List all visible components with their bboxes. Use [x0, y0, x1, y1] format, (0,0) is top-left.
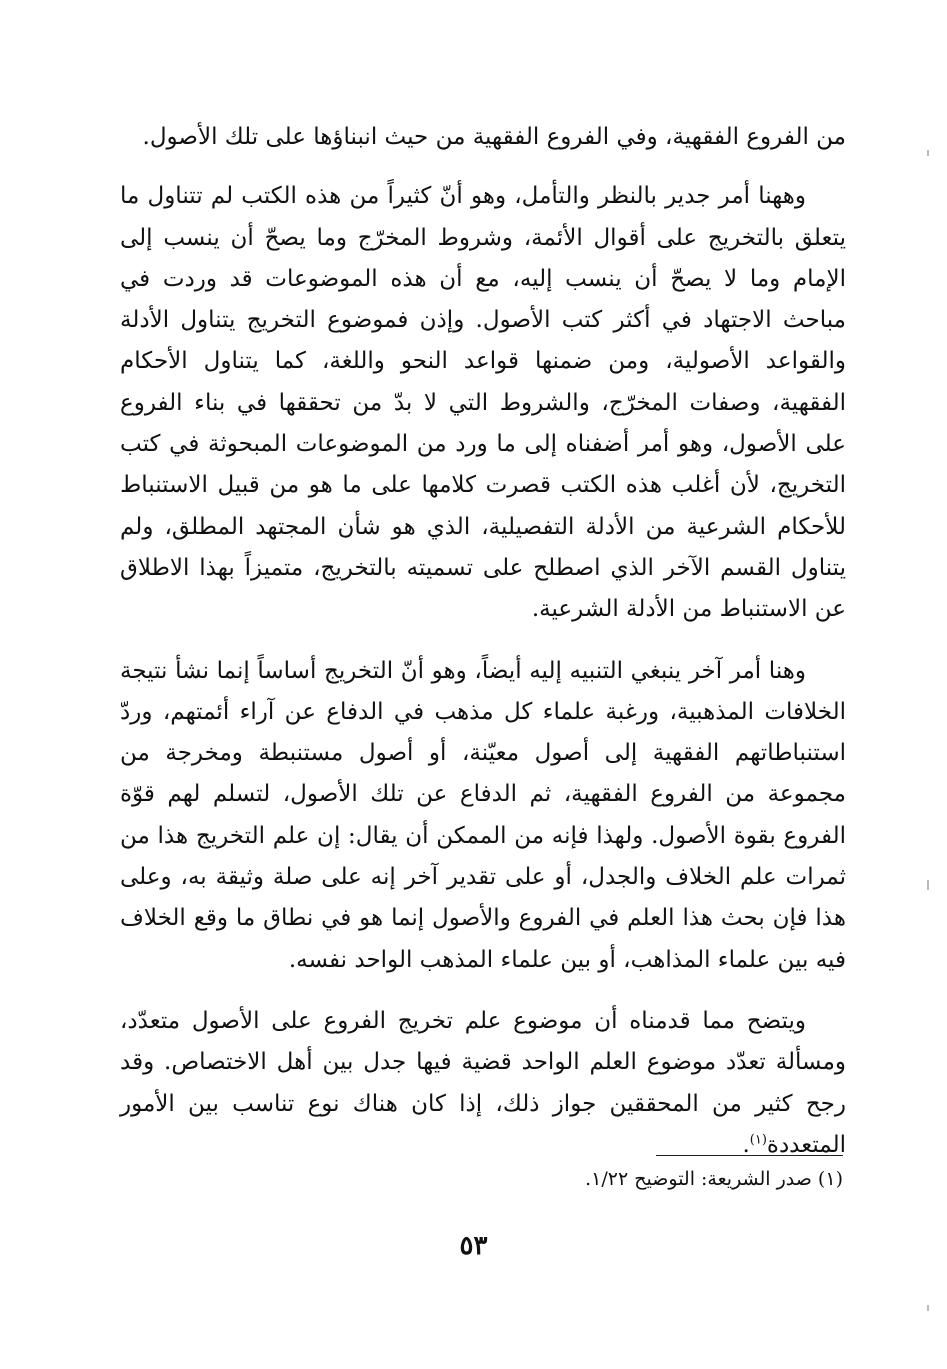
footnote: (١) صدر الشريعة: التوضيح ١/٢٢. — [585, 1168, 843, 1190]
scan-edge-mark — [927, 150, 929, 156]
page-number: ٥٣ — [459, 1231, 488, 1261]
footnote-divider — [656, 1155, 843, 1156]
footnote-reference: (١) — [749, 1132, 767, 1148]
scan-edge-mark — [927, 1305, 929, 1311]
paragraph-2: وههنا أمر جدير بالنظر والتأمل، وهو أنّ كثيراً من هذه الكتب لم تتناول ما يتعلق بالتخريج على أقوال الأئمة، وشروط المخرّج وما يصحّ أن ينسب إلى الإمام وما لا يصحّ أن ينسب إليه، مع أن هذه الموضوعات قد وردت في مباحث الاجتهاد في أكثر كتب الأصول. وإذن فموضوع التخريج يتناول الأدلة والقواعد الأصولية، ومن ضمنها قواعد النحو واللغة، كما يتناول الأحكام الفقهية، وصفات المخرّج، والشروط التي لا بدّ من تحققها في بناء الفروع على الأصول، وهو أمر أضفناه إلى ما ورد من الموضوعات المبحوثة في كتب التخريج، لأن أغلب هذه الكتب قصرت كلامها على ما هو من قبيل الاستنباط للأحكام الشرعية من الأدلة التفصيلية، الذي هو شأن المجتهد المطلق، ولم يتناول القسم الآخر الذي اصطلح على تسميته بالتخريج، متميزاً بهذا الاطلاق عن الاستنباط من الأدلة الشرعية. — [120, 183, 846, 623]
paragraph-1: من الفروع الفقهية، وفي الفروع الفقهية من حيث انبناؤها على تلك الأصول. — [142, 124, 846, 150]
paragraph-4: ويتضح مما قدمناه أن موضوع علم تخريج الفروع على الأصول متعدّد، ومسألة تعدّد موضوع العلم الواحد قضية فيها جدل بين أهل الاختصاص. وقد رجح كثير من المحققين جواز ذلك، إذا كان هناك نوع تناسب بين الأمور المتعددة$^{(١)}$. — [120, 1007, 846, 1158]
paragraph-4-text: ويتضح مما قدمناه أن موضوع علم تخريج الفروع على الأصول متعدّد، ومسألة تعدّد موضوع العلم الواحد قضية فيها جدل بين أهل الاختصاص. وقد رجح كثير من المحققين جواز ذلك، إذا كان هناك نوع تناسب بين الأمور المتعددة — [120, 1007, 846, 1158]
scan-edge-mark — [927, 880, 929, 890]
body-text — [120, 117, 846, 1186]
paragraph-3: وهنا أمر آخر ينبغي التنبيه إليه أيضاً، وهو أنّ التخريج أساساً إنما نشأ نتيجة الخلافات المذهبية، ورغبة علماء كل مذهب في الدفاع عن آراء أئمتهم، وردّ استنباطاتهم الفقهية إلى أصول معيّنة، أو أصول مستنبطة ومخرجة من مجموعة من الفروع الفقهية، ثم الدفاع عن تلك الأصول، لتسلم لهم قوّة الفروع بقوة الأصول. ولهذا فإنه من الممكن أن يقال: إن علم التخريج هذا من ثمرات علم الخلاف والجدل، أو على تقدير آخر إنه على صلة وثيقة به، وعلى هذا فإن بحث هذا العلم في الفروع والأصول إنما هو في نطاق ما وقع الخلاف فيه بين علماء المذاهب، أو بين علماء المذهب الواحد نفسه. — [120, 657, 846, 973]
